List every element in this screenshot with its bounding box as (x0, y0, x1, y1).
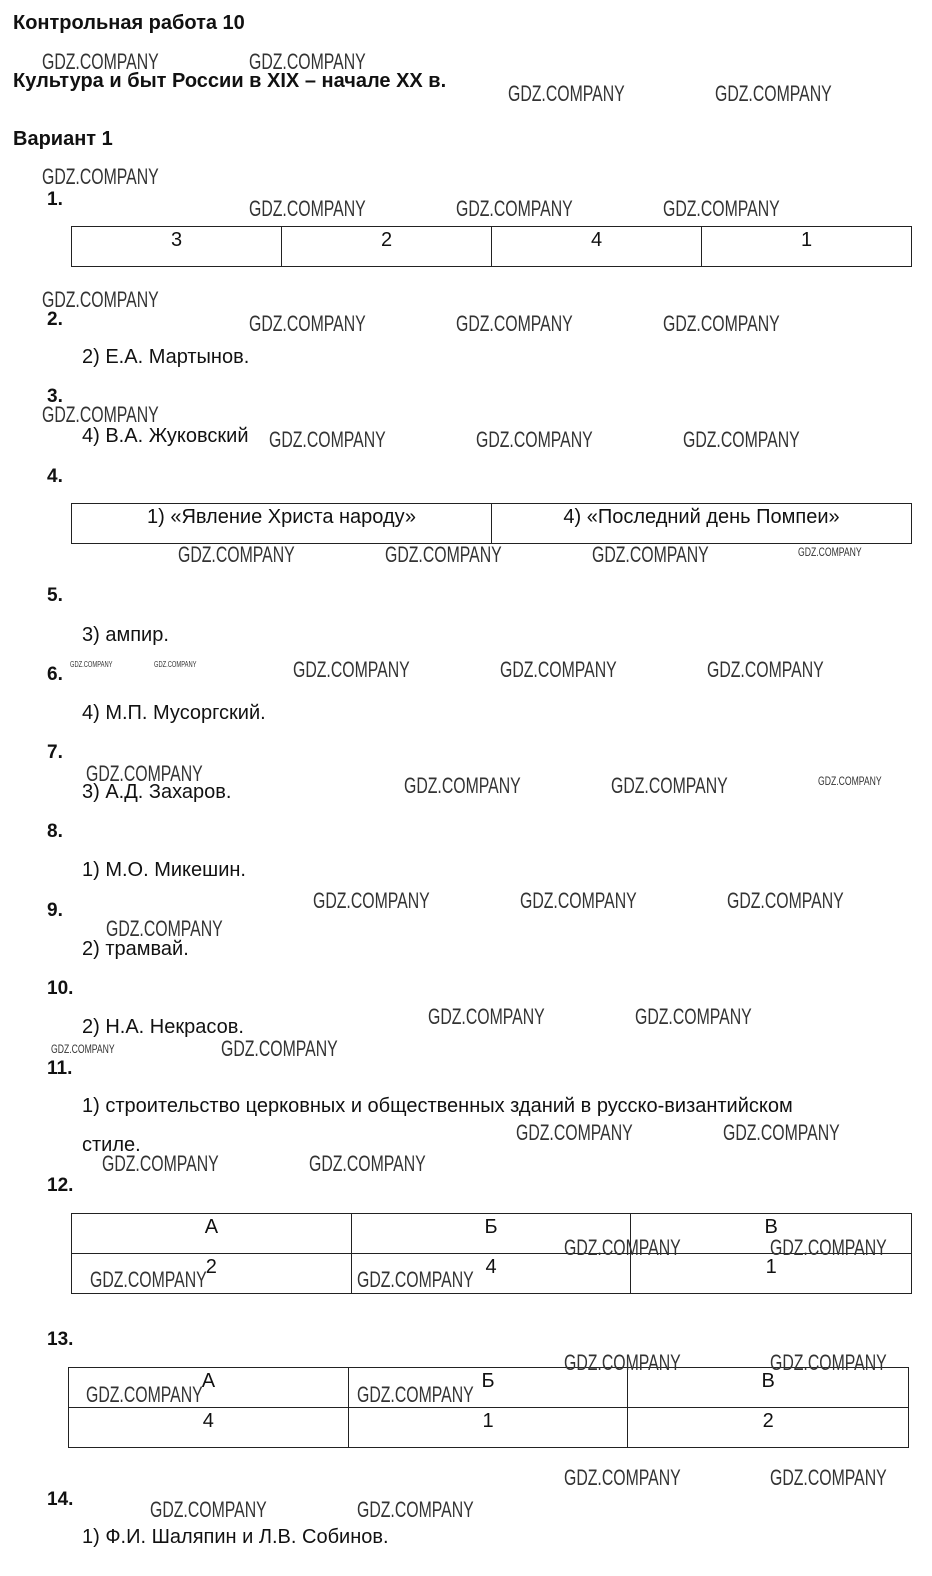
task-number: 3. (47, 386, 63, 407)
watermark: GDZ.COMPANY (249, 49, 366, 74)
task-number: 12. (47, 1175, 74, 1196)
watermark: GDZ.COMPANY (293, 657, 410, 682)
watermark: GDZ.COMPANY (249, 196, 366, 221)
table-cell: 4) «Последний день Помпеи» (492, 504, 912, 544)
watermark: GDZ.COMPANY (42, 402, 159, 427)
watermark: GDZ.COMPANY (221, 1036, 338, 1061)
watermark: GDZ.COMPANY (313, 888, 430, 913)
table-header-cell: А (72, 1214, 352, 1254)
table-cell: 1) «Явление Христа народу» (72, 504, 492, 544)
task-number: 5. (47, 585, 63, 606)
watermark: GDZ.COMPANY (42, 287, 159, 312)
watermark: GDZ.COMPANY (707, 657, 824, 682)
watermark: GDZ.COMPANY (357, 1497, 474, 1522)
task-number: 9. (47, 900, 63, 921)
watermark: GDZ.COMPANY (70, 660, 113, 669)
watermark: GDZ.COMPANY (178, 542, 295, 567)
watermark: GDZ.COMPANY (723, 1120, 840, 1145)
table-header-cell: А (69, 1368, 349, 1408)
task-answer: 2) Н.А. Некрасов. (82, 1016, 244, 1038)
page-title: Контрольная работа 10 (13, 12, 245, 34)
task-answer-continuation: стиле. (82, 1134, 141, 1156)
watermark: GDZ.COMPANY (663, 196, 780, 221)
watermark: GDZ.COMPANY (564, 1235, 681, 1260)
task-answer: 3) А.Д. Захаров. (82, 781, 232, 803)
watermark: GDZ.COMPANY (357, 1267, 474, 1292)
task-answer: 4) В.А. Жуковский (82, 425, 249, 447)
table-header-cell: В (628, 1368, 909, 1408)
task-number: 10. (47, 978, 74, 999)
watermark: GDZ.COMPANY (508, 81, 625, 106)
watermark: GDZ.COMPANY (42, 164, 159, 189)
watermark: GDZ.COMPANY (357, 1382, 474, 1407)
watermark: GDZ.COMPANY (564, 1465, 681, 1490)
table-cell: 1 (631, 1254, 912, 1294)
watermark: GDZ.COMPANY (770, 1350, 887, 1375)
task-number: 4. (47, 466, 63, 487)
table-header-cell: Б (351, 1214, 631, 1254)
watermark: GDZ.COMPANY (818, 774, 882, 788)
watermark: GDZ.COMPANY (611, 773, 728, 798)
task-number: 13. (47, 1329, 74, 1350)
table-cell: 1 (348, 1408, 628, 1448)
watermark: GDZ.COMPANY (663, 311, 780, 336)
watermark: GDZ.COMPANY (106, 916, 223, 941)
watermark: GDZ.COMPANY (520, 888, 637, 913)
variant-heading: Вариант 1 (13, 128, 113, 150)
task-number: 7. (47, 742, 63, 763)
table-cell: 3 (72, 227, 282, 267)
watermark: GDZ.COMPANY (309, 1151, 426, 1176)
task-number: 6. (47, 664, 63, 685)
task-number: 2. (47, 309, 63, 330)
watermark: GDZ.COMPANY (500, 657, 617, 682)
table-header-cell: В (631, 1214, 912, 1254)
watermark: GDZ.COMPANY (770, 1465, 887, 1490)
table-cell: 4 (69, 1408, 349, 1448)
watermark: GDZ.COMPANY (456, 196, 573, 221)
task-answer: 3) ампир. (82, 624, 169, 646)
task-number: 14. (47, 1489, 74, 1510)
table-cell: 4 (351, 1254, 631, 1294)
task-number: 11. (47, 1058, 73, 1079)
table-cell: 1 (702, 227, 912, 267)
watermark: GDZ.COMPANY (683, 427, 800, 452)
watermark: GDZ.COMPANY (86, 1382, 203, 1407)
task-answer: 4) М.П. Мусоргский. (82, 702, 266, 724)
table-cell: 2 (72, 1254, 352, 1294)
table-cell: 2 (282, 227, 492, 267)
watermark: GDZ.COMPANY (428, 1004, 545, 1029)
watermark: GDZ.COMPANY (90, 1267, 207, 1292)
table-cell: 2 (628, 1408, 909, 1448)
task-number: 1. (47, 189, 63, 210)
task-4-answer-table (71, 503, 912, 544)
task-13-answer-table (68, 1367, 909, 1448)
watermark: GDZ.COMPANY (727, 888, 844, 913)
watermark: GDZ.COMPANY (770, 1235, 887, 1260)
watermark: GDZ.COMPANY (150, 1497, 267, 1522)
watermark: GDZ.COMPANY (516, 1120, 633, 1145)
watermark: GDZ.COMPANY (404, 773, 521, 798)
watermark: GDZ.COMPANY (102, 1151, 219, 1176)
task-12-answer-table (71, 1213, 912, 1294)
task-answer: 2) трамвай. (82, 938, 189, 960)
task-number: 8. (47, 821, 63, 842)
task-answer: 1) Ф.И. Шаляпин и Л.В. Собинов. (82, 1526, 389, 1548)
watermark: GDZ.COMPANY (592, 542, 709, 567)
watermark: GDZ.COMPANY (564, 1350, 681, 1375)
task-answer: 1) М.О. Микешин. (82, 859, 246, 881)
page-subtitle: Культура и быт России в XIX – начале XX в. (13, 70, 447, 92)
table-header-cell: Б (348, 1368, 628, 1408)
watermark: GDZ.COMPANY (154, 660, 197, 669)
task-answer: 2) Е.А. Мартынов. (82, 346, 250, 368)
watermark: GDZ.COMPANY (715, 81, 832, 106)
task-1-answer-table (71, 226, 912, 267)
watermark: GDZ.COMPANY (269, 427, 386, 452)
watermark: GDZ.COMPANY (456, 311, 573, 336)
task-answer: 1) строительство церковных и общественных зданий в русско-византийском (82, 1095, 793, 1117)
watermark: GDZ.COMPANY (86, 761, 203, 786)
watermark: GDZ.COMPANY (798, 545, 862, 559)
table-cell: 4 (492, 227, 702, 267)
watermark: GDZ.COMPANY (51, 1042, 115, 1056)
watermark: GDZ.COMPANY (385, 542, 502, 567)
watermark: GDZ.COMPANY (249, 311, 366, 336)
watermark: GDZ.COMPANY (42, 49, 159, 74)
watermark: GDZ.COMPANY (635, 1004, 752, 1029)
watermark: GDZ.COMPANY (476, 427, 593, 452)
